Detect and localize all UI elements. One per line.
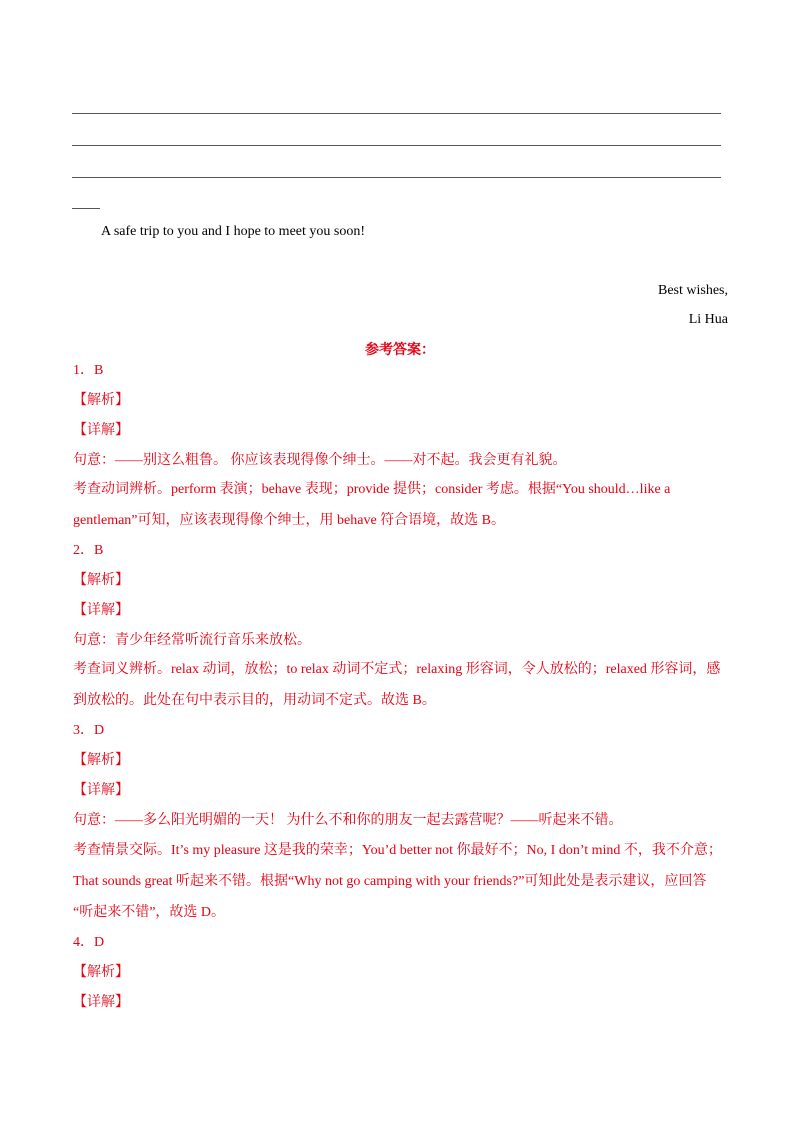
answer-2-number: 2．B — [73, 543, 104, 558]
answer-3-line-4: “听起来不错”，故选 D。 — [73, 905, 226, 920]
answer-3-number: 3．D — [73, 723, 105, 738]
letter-closing-line: A safe trip to you and I hope to meet you soon! — [101, 224, 366, 239]
writing-line-4 — [72, 208, 100, 209]
answer-3-line-3: That sounds great 听起来不错。根据“Why not go camping with your friends?”可知此处是表示建议，应回答 — [73, 874, 707, 889]
answer-2-analysis-label: 【解析】 — [73, 573, 129, 588]
answer-4-analysis-label: 【解析】 — [73, 965, 129, 980]
answer-2-line-2: 考查词义辨析。relax 动词，放松；to relax 动词不定式；relaxing 形容词，令人放松的；relaxed 形容词，感 — [73, 662, 721, 677]
answer-1-line-1: 句意：——别这么粗鲁。 你应该表现得像个绅士。——对不起。我会更有礼貌。 — [73, 453, 567, 468]
answer-3-line-1: 句意：——多么阳光明媚的一天！ 为什么不和你的朋友一起去露营呢？——听起来不错。 — [73, 813, 623, 828]
letter-signature: Li Hua — [688, 312, 728, 327]
letter-sign-off: Best wishes, — [658, 283, 728, 298]
answer-3-detail-label: 【详解】 — [73, 783, 129, 798]
writing-line-3 — [72, 177, 721, 178]
answer-1-detail-label: 【详解】 — [73, 423, 129, 438]
answer-1-number: 1．B — [73, 363, 104, 378]
answer-3-analysis-label: 【解析】 — [73, 753, 129, 768]
answers-heading: 参考答案： — [365, 343, 435, 358]
writing-line-2 — [72, 145, 721, 146]
answer-2-line-1: 句意：青少年经常听流行音乐来放松。 — [73, 633, 311, 648]
answer-2-detail-label: 【详解】 — [73, 603, 129, 618]
answer-4-detail-label: 【详解】 — [73, 995, 129, 1010]
writing-line-1 — [72, 113, 721, 114]
answer-1-analysis-label: 【解析】 — [73, 393, 129, 408]
answer-3-line-2: 考查情景交际。It’s my pleasure 这是我的荣幸；You’d better not 你最好不；No, I don’t mind 不，我不介意； — [73, 843, 722, 858]
answer-1-line-2: 考查动词辨析。perform 表演；behave 表现；provide 提供；consider 考虑。根据“You should…like a — [73, 482, 671, 497]
answer-4-number: 4．D — [73, 935, 105, 950]
answer-1-line-3: gentleman”可知，应该表现得像个绅士，用 behave 符合语境，故选 B。 — [73, 513, 506, 528]
answer-2-line-3: 到放松的。此处在句中表示目的，用动词不定式。故选 B。 — [73, 693, 436, 708]
